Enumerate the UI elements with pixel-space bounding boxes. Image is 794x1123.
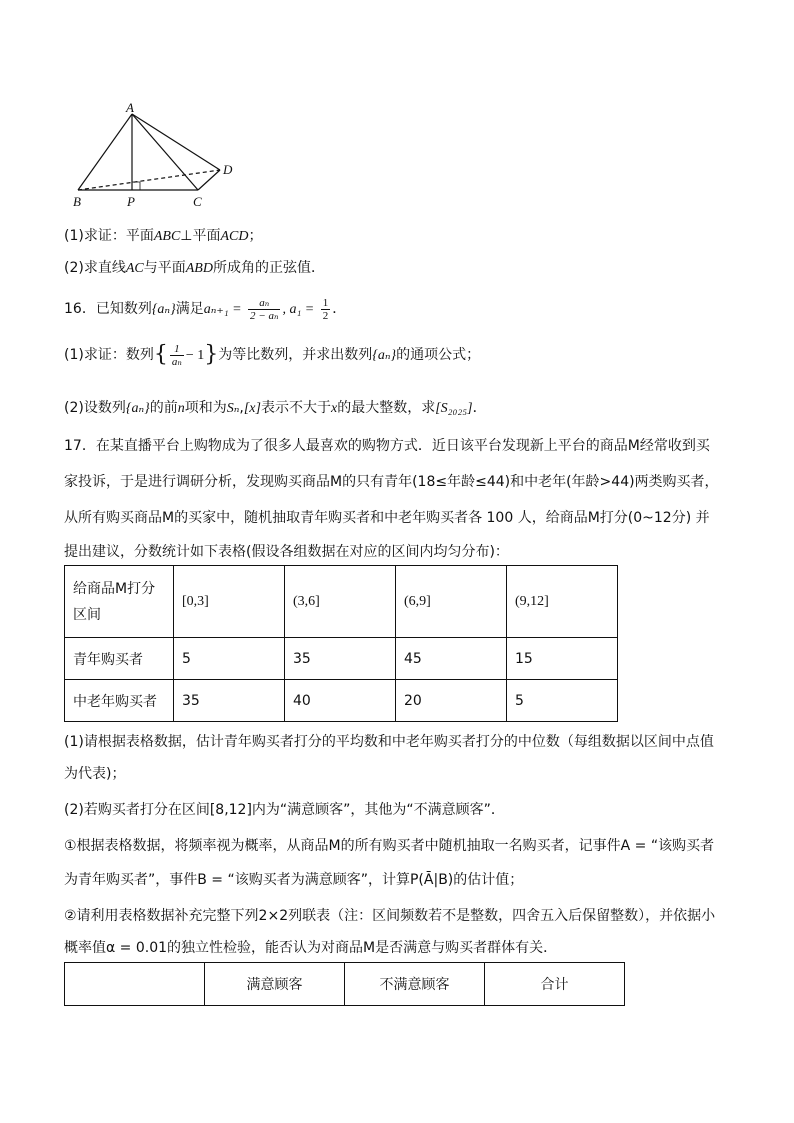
q17-part1-line1: (1)请根据表格数据，估计青年购买者打分的平均数和中老年购买者打分的中位数（每组数据以区间中点值	[64, 734, 714, 750]
q16-part1-prefix: (1)求证：数列	[64, 347, 154, 363]
plane-abd: ABD	[185, 261, 213, 276]
q16-part2	[64, 398, 487, 419]
q17-part2a-line1: ①根据表格数据，将频率视为概率，从商品M的所有购买者中随机抽取一名购买者，记事件A = “该购买者	[64, 838, 715, 854]
plane-acd: ACD	[220, 229, 249, 244]
q16-part2-end: ．	[472, 400, 487, 416]
label-d: D	[223, 162, 233, 177]
rec-den: 2 − aₙ	[250, 309, 279, 322]
q17-part2a-line2: 为青年购买者”，事件B = “该购买者为满意顾客”，计算P(Ā|B)的估计值；	[64, 872, 524, 888]
interval-cell: (9,12]	[507, 566, 618, 638]
score-header-label	[65, 566, 174, 638]
q15-part2-mid: 与平面	[143, 260, 186, 276]
score-header-label-line2: 区间	[73, 606, 101, 623]
sum-sn: Sₙ	[226, 401, 240, 416]
rec-num: aₙ	[248, 297, 280, 310]
q16-part1-mid: 为等比数列，并求出数列	[218, 347, 373, 363]
score-table	[64, 565, 618, 722]
q16-satisfy: 满足	[175, 301, 204, 317]
q17-line4: 提出建议，分数统计如下表格(假设各组数据在对应的区间内均匀分布)：	[64, 544, 509, 560]
rec-fraction	[248, 297, 280, 322]
half-fraction	[321, 297, 331, 322]
table-cell: 35	[285, 638, 396, 680]
row-label-senior: 中老年购买者	[65, 680, 174, 722]
edge-bd-hidden	[78, 170, 220, 190]
half-den: 2	[322, 309, 329, 322]
q16-stem	[64, 294, 346, 325]
table-cell: 45	[396, 638, 507, 680]
pyramid-figure	[60, 100, 250, 215]
half-num: 1	[322, 296, 329, 309]
seq-an: {aₙ}	[151, 302, 176, 317]
right-brace: }	[204, 342, 219, 367]
contingency-header-total: 合计	[485, 963, 625, 1006]
left-brace: {	[153, 342, 168, 367]
q16-part2-text4: 的最大整数，求	[337, 400, 436, 416]
plane-abc: ABC	[153, 229, 181, 244]
score-table-header-row	[65, 566, 618, 638]
q16-part2-text1: 的前	[149, 400, 178, 416]
q17-part2b-line2: 概率值α = 0.01的独立性检验，能否认为对商品M是否满意与购买者群体有关．	[64, 940, 558, 956]
table-cell: 5	[507, 680, 618, 722]
q16-part2-text2: 项和为	[184, 400, 227, 416]
q15-part1-prefix: (1)求证：平面	[64, 228, 154, 244]
q17-part2: (2)若购买者打分在区间[8,12]内为“满意顾客”，其他为“不满意顾客”．	[64, 802, 505, 818]
q15-part2-end: 所成角的正弦值．	[212, 260, 325, 276]
row-label-youth: 青年购买者	[65, 638, 174, 680]
q15-part2	[64, 258, 325, 279]
table-cell: 5	[174, 638, 285, 680]
q17-part1-line2: 为代表)；	[64, 766, 126, 782]
table-cell: 35	[174, 680, 285, 722]
right-angle-mark	[132, 182, 140, 190]
label-p: P	[127, 194, 135, 209]
q17-line2: 家投诉，于是进行调研分析，发现购买商品M的只有青年(18≤年龄≤44)和中老年(年龄>44)两类购买者，	[64, 474, 719, 490]
q17-line3: 从所有购买商品M的买家中，随机抽取青年购买者和中老年购买者各 100 人，给商品M打分(0~12分) 并	[64, 510, 710, 526]
label-a: A	[126, 100, 134, 115]
q15-part2-prefix: (2)求直线	[64, 260, 126, 276]
contingency-corner-cell	[65, 963, 205, 1006]
table-row	[65, 680, 618, 722]
table-cell: 15	[507, 638, 618, 680]
rec-lhs: aₙ₊₁ =	[203, 302, 242, 317]
q16-part1	[64, 338, 480, 373]
q16-part2-prefix: (2)设数列	[64, 400, 126, 416]
edge-ad	[132, 114, 220, 170]
contingency-table	[64, 962, 625, 1006]
edge-ac	[132, 114, 198, 190]
contingency-header-row	[65, 963, 625, 1006]
edge-ab	[78, 114, 132, 190]
var-n: n	[177, 401, 185, 416]
seq-den: aₙ	[171, 355, 182, 368]
q15-part1-mid: 平面	[192, 228, 221, 244]
q16-part1-end: 的通项公式；	[396, 347, 481, 363]
line-ac: AC	[125, 261, 144, 276]
q15-part1	[64, 226, 263, 247]
contingency-header-satisfied: 满意顾客	[205, 963, 345, 1006]
table-cell: 40	[285, 680, 396, 722]
q16-part2-text3: 表示不大于	[260, 400, 331, 416]
floor-x: [x]	[243, 401, 261, 416]
label-c: C	[193, 194, 202, 209]
seq-an-2: {aₙ}	[372, 348, 397, 363]
q16-period: ．	[332, 301, 347, 317]
q17-line1: 17．在某直播平台上购物成为了很多人最喜欢的购物方式．近日该平台发现新上平台的商品M经常收到买	[64, 438, 710, 454]
q15-part1-end: ；	[248, 228, 263, 244]
a1-eq: , a₁ =	[282, 302, 315, 317]
perp-symbol: ⊥	[180, 228, 193, 244]
interval-cell: [0,3]	[174, 566, 285, 638]
seq-an-3: {aₙ}	[125, 401, 150, 416]
table-row	[65, 638, 618, 680]
edge-cd	[198, 170, 220, 190]
interval-cell: (6,9]	[396, 566, 507, 638]
seq-minus: − 1	[185, 348, 205, 363]
q17-part2b-line1: ②请利用表格数据补充完整下列2×2列联表（注：区间频数若不是整数，四舍五入后保留整数），并依据小	[64, 908, 716, 924]
seq-fraction	[170, 343, 184, 368]
seq-num: 1	[170, 343, 184, 356]
contingency-header-unsatisfied: 不满意顾客	[345, 963, 485, 1006]
var-x: x	[330, 401, 338, 416]
label-b: B	[73, 194, 81, 209]
floor-s2025: [S₂₀₂₅]	[435, 401, 473, 416]
q16-number: 16．已知数列	[64, 301, 152, 317]
interval-cell: (3,6]	[285, 566, 396, 638]
score-header-label-line1: 给商品M打分	[73, 580, 156, 597]
table-cell: 20	[396, 680, 507, 722]
q16-part2-comma: ,	[239, 400, 244, 416]
